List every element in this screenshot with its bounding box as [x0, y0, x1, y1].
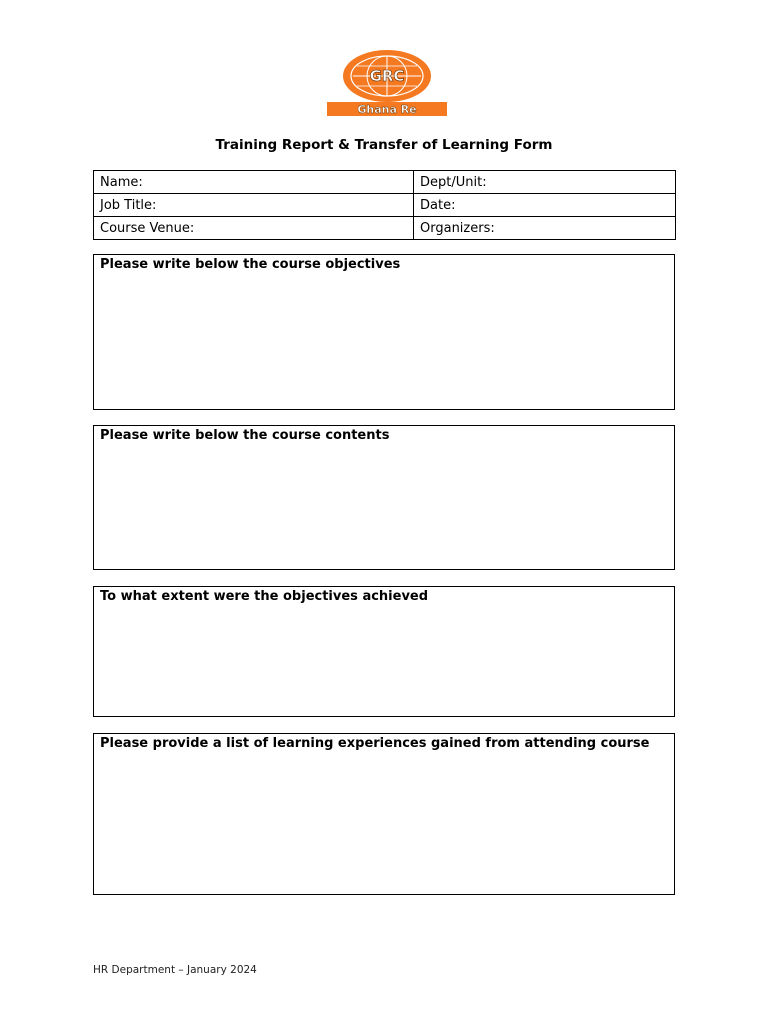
dept-unit-field[interactable]: Dept/Unit:	[414, 171, 676, 194]
table-row	[94, 217, 676, 240]
objectives-achieved-box[interactable]	[93, 586, 675, 717]
organizers-field[interactable]: Organizers:	[414, 217, 676, 240]
form-title: Training Report & Transfer of Learning Form	[215, 137, 553, 153]
job-title-field[interactable]: Job Title:	[94, 194, 414, 217]
date-field[interactable]: Date:	[414, 194, 676, 217]
course-contents-box[interactable]	[93, 425, 675, 570]
info-table	[93, 170, 676, 240]
svg-text:Ghana Re: Ghana Re	[357, 103, 417, 116]
table-row	[94, 171, 676, 194]
svg-text:GRC: GRC	[369, 67, 405, 85]
learning-experiences-box[interactable]	[93, 733, 675, 895]
footer-text: HR Department – January 2024	[93, 964, 257, 976]
section-heading: To what extent were the objectives achieved	[100, 589, 429, 604]
course-objectives-box[interactable]	[93, 254, 675, 410]
course-venue-field[interactable]: Course Venue:	[94, 217, 414, 240]
section-heading: Please write below the course objectives	[100, 257, 401, 272]
section-heading: Please provide a list of learning experiences gained from attending course	[100, 736, 650, 751]
table-row	[94, 194, 676, 217]
section-heading: Please write below the course contents	[100, 428, 390, 443]
name-field[interactable]: Name:	[94, 171, 414, 194]
company-logo	[325, 50, 449, 118]
